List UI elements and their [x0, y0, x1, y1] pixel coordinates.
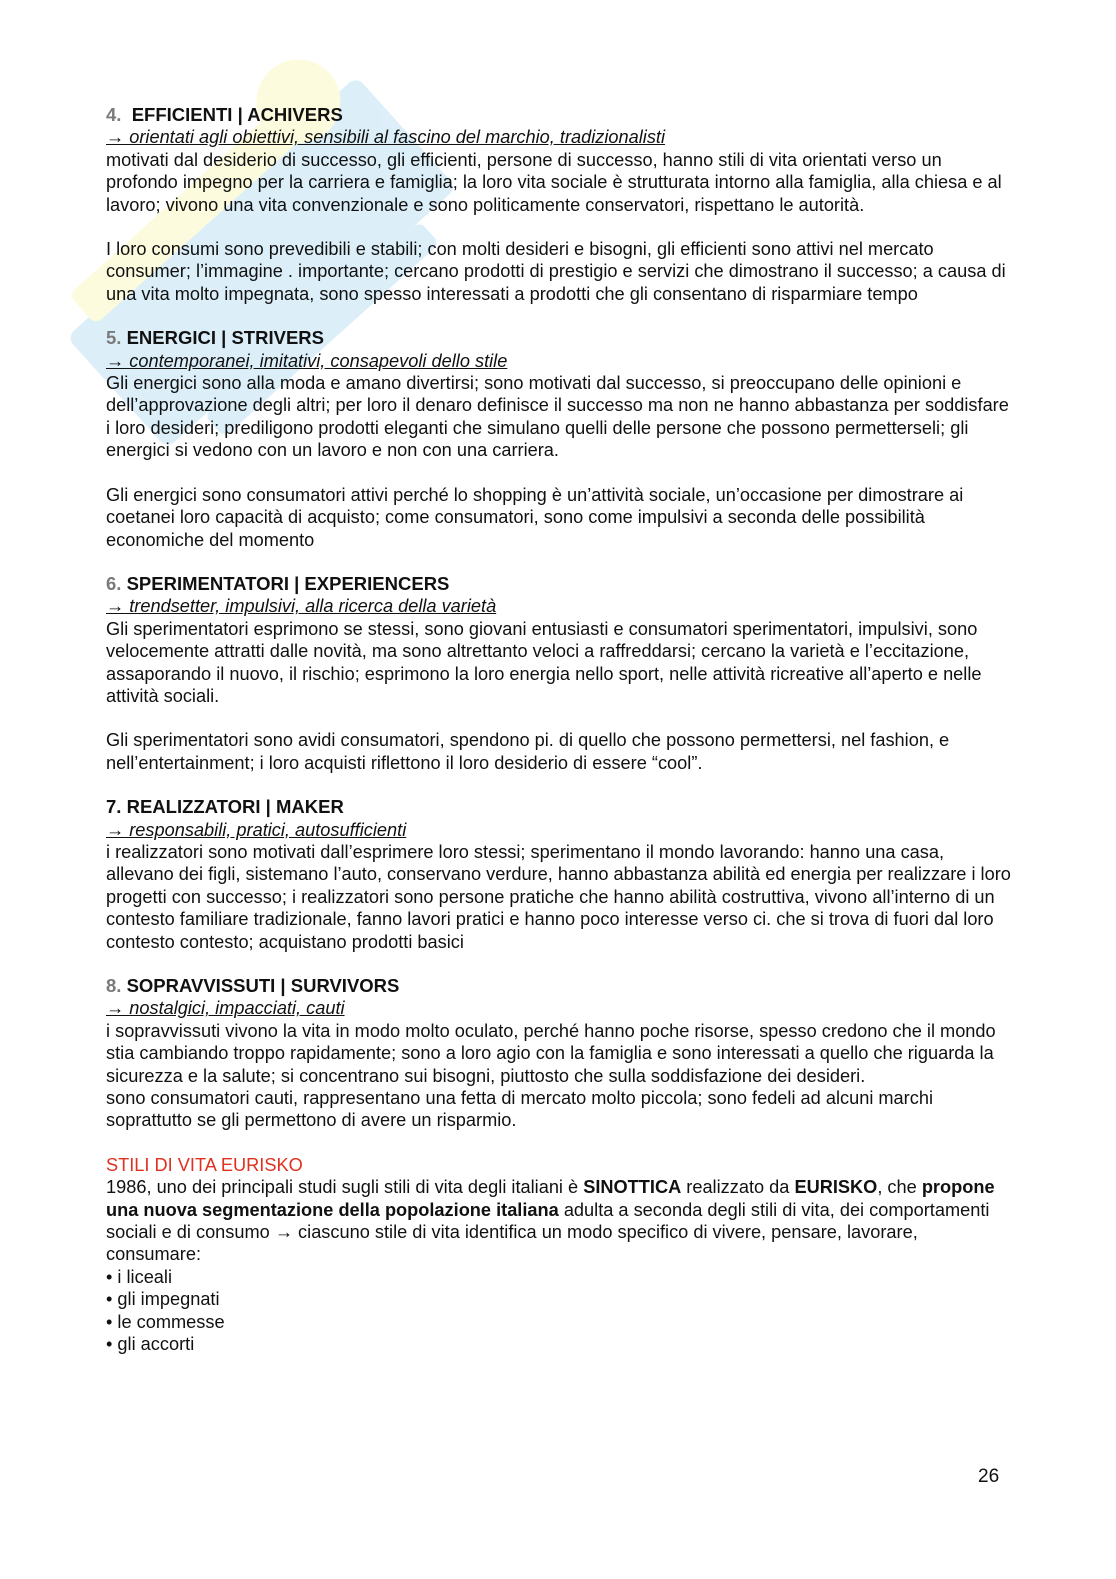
text-run: , che	[877, 1177, 922, 1198]
section-number: 6.	[106, 572, 122, 594]
bold-run: EURISKO	[794, 1177, 878, 1198]
section-paragraph: motivati dal desiderio di successo, gli efficienti, persone di successo, hanno stili di vita orientati verso un profondo impegno per la carriera e famiglia; la loro vita sociale è strutturata intorno alla famiglia, alla chiesa e al lavoro; vivono una vita convenzionale e sono politicamente conservatori, rispettano le autorità.	[106, 149, 1002, 215]
list-item: • i liceali	[106, 1266, 1011, 1288]
section-number: 4.	[106, 104, 122, 125]
section-paragraph: Gli energici sono consumatori attivi perché lo shopping è un’attività sociale, un’occasione per dimostrare ai coetanei loro capacità di acquisto; come consumatori, sono come impulsivi a seconda delle possibilità economiche del momento	[106, 484, 964, 550]
document-page	[106, 104, 1011, 1378]
section-title	[106, 327, 1011, 349]
section-subtitle: → trendsetter, impulsivi, alla ricerca della varietà	[106, 596, 497, 617]
section-subtitle: → responsabili, pratici, autosufficienti	[106, 819, 407, 840]
section-title-text: SOPRAVVISSUTI | SURVIVORS	[126, 975, 400, 996]
section-title	[106, 975, 1011, 997]
section-number: 7.	[106, 796, 122, 818]
section-paragraph: sono consumatori cauti, rappresentano una fetta di mercato molto piccola; sono fedeli ad alcuni marchi soprattutto se gli permettono di avere un risparmio.	[106, 1088, 933, 1131]
section-paragraph: Gli sperimentatori esprimono se stessi, sono giovani entusiasti e consumatori sperimentatori, impulsivi, sono velocemente attratti dalle novità, ma sono altrettanto veloci a raffreddarsi; cercano la varietà e l’eccitazione, assaporando il nuovo, il rischio; esprimono la loro energia nello sport, nelle attività ricreative all’aperto e nelle attività sociali.	[106, 618, 982, 706]
section-eurisko	[106, 1154, 1011, 1356]
section-title	[106, 796, 1011, 818]
section-title	[106, 104, 1011, 126]
section-title-text: REALIZZATORI | MAKER	[126, 796, 344, 818]
list-item: • le commesse	[106, 1311, 1011, 1333]
section-paragraph: Gli sperimentatori sono avidi consumatori, spendono pi. di quello che possono permettersi, nel fashion, e nell’entertainment; i loro acquisti riflettono il loro desiderio di essere “cool”.	[106, 730, 950, 773]
section-realizzatori	[106, 796, 1011, 953]
section-number: 5.	[106, 327, 122, 349]
eurisko-bullet-list	[106, 1266, 1011, 1356]
list-item: • gli impegnati	[106, 1288, 1011, 1310]
bold-run: propone una nuova segmentazione della popolazione italiana	[106, 1177, 995, 1220]
section-paragraph: i sopravvissuti vivono la vita in modo molto oculato, perché hanno poche risorse, spesso credono che il mondo stia cambiando troppo rapidamente; sono a loro agio con la famiglia e sono interessati a quello che riguarda la sicurezza e la salute; si concentrano sui bisogni, piuttosto che sulla soddisfazione dei desideri.	[106, 1020, 996, 1086]
section-sopravvissuti	[106, 975, 1011, 1132]
text-run: realizzato da	[681, 1177, 795, 1198]
section-paragraph: Gli energici sono alla moda e amano divertirsi; sono motivati dal successo, si preoccupano delle opinioni e dell’approvazione degli altri; per loro il denaro definisce il successo ma non ne hanno abbastanza per soddisfare i loro desideri; prediligono prodotti eleganti che simulano quelli delle persone che possono permetterseli; gli energici si vedono con un lavoro e non con una carriera.	[106, 373, 1009, 461]
section-title	[106, 573, 1011, 595]
text-run: adulta a seconda degli stili di vita, dei comportamenti sociali e di consumo → ciascuno stile di vita identifica un modo specifico di vivere, pensare, lavorare, consumare:	[106, 1199, 990, 1265]
eurisko-paragraph	[106, 1176, 1011, 1266]
section-title-text: EFFICIENTI | ACHIVERS	[131, 104, 343, 125]
section-sperimentatori	[106, 573, 1011, 774]
eurisko-heading: STILI DI VITA EURISKO	[106, 1154, 303, 1175]
text-run: 1986, uno dei principali studi sugli stili di vita degli italiani è	[106, 1177, 584, 1198]
bold-run: SINOTTICA	[583, 1177, 682, 1198]
section-subtitle: → contemporanei, imitativi, consapevoli dello stile	[106, 350, 508, 371]
section-title-text: ENERGICI | STRIVERS	[126, 327, 324, 349]
list-item: • gli accorti	[106, 1333, 1011, 1355]
section-title-text: SPERIMENTATORI | EXPERIENCERS	[126, 572, 450, 594]
section-subtitle: → orientati agli obiettivi, sensibili al fascino del marchio, tradizionalisti	[106, 127, 666, 148]
section-energici	[106, 327, 1011, 551]
page-number: 26	[978, 1466, 1000, 1487]
section-number: 8.	[106, 975, 122, 996]
section-paragraph: I loro consumi sono prevedibili e stabili; con molti desideri e bisogni, gli efficienti sono attivi nel mercato consumer; l’immagine . importante; cercano prodotti di prestigio e servizi che dimostrano il successo; a causa di una vita molto impegnata, sono spesso interessati a prodotti che gli consentano di risparmiare tempo	[106, 239, 1006, 304]
section-paragraph: i realizzatori sono motivati dall’esprimere loro stessi; sperimentano il mondo lavorando: hanno una casa, allevano dei figli, sistemano l’auto, conservano verdure, hanno abbastanza abilità ed energia per realizzare i loro progetti con successo; i realizzatori sono persone pratiche che hanno abilità costruttiva, vivono all’interno di un contesto familiare tradizionale, fanno lavori pratici e hanno poco interesse verso ci. che si trova di fuori dal loro contesto contesto; acquistano prodotti basici	[106, 841, 1011, 952]
section-efficienti	[106, 104, 1011, 305]
section-subtitle: → nostalgici, impacciati, cauti	[106, 998, 345, 1019]
